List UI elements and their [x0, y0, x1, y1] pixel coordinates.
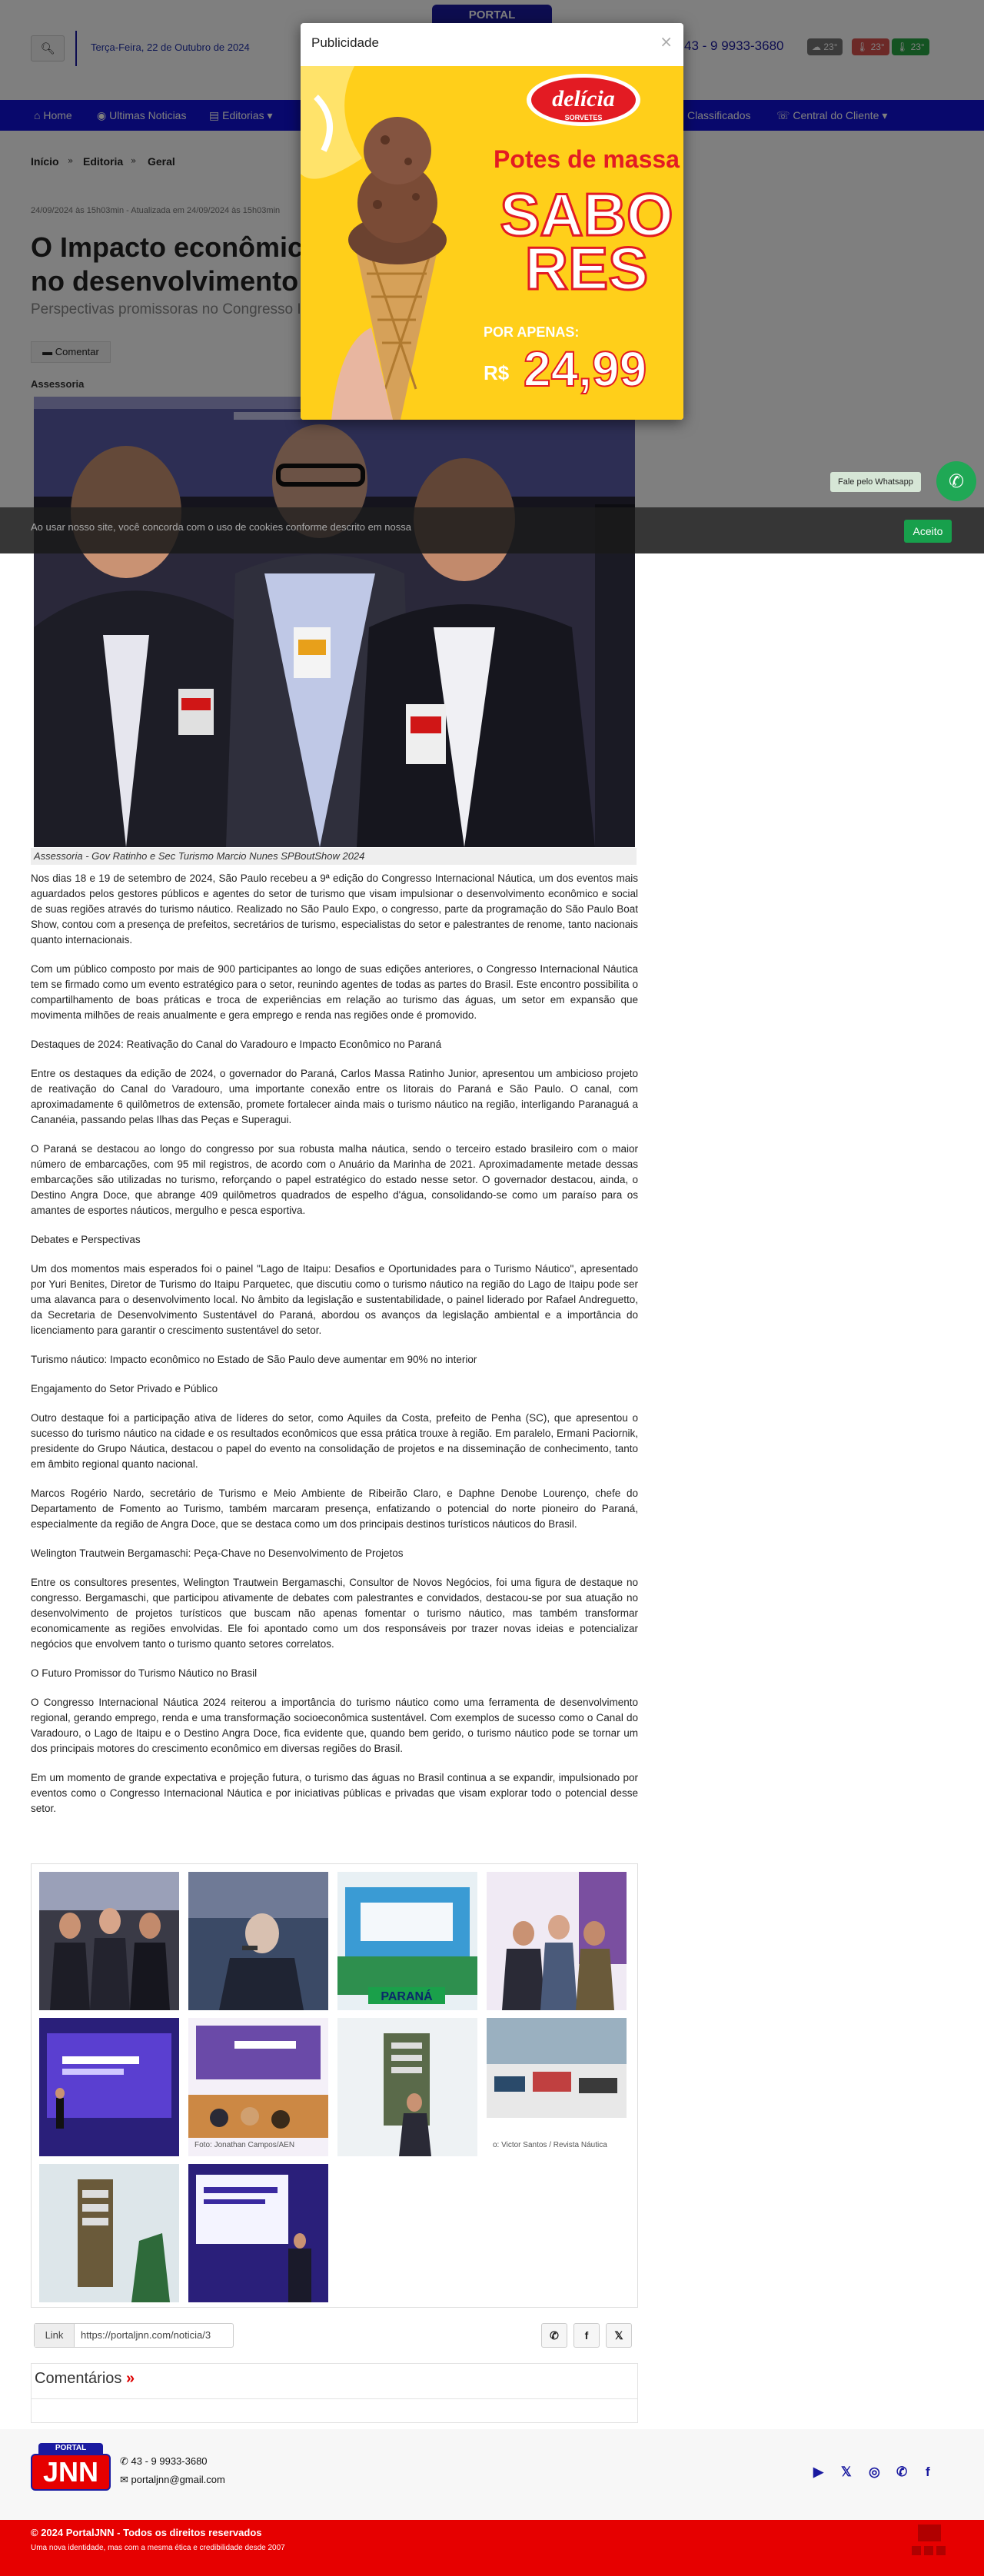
article-subheading: O Futuro Promissor do Turismo Náutico no Brasil	[31, 1667, 258, 1679]
gallery-thumb[interactable]	[39, 2164, 179, 2302]
gallery-thumb[interactable]	[188, 2018, 328, 2156]
ad-line1: Potes de massa	[494, 145, 680, 173]
copyright-text: © 2024 PortalJNN - Todos os direitos reservados	[31, 2527, 262, 2538]
ad-modal	[301, 23, 683, 420]
ad-brand: delícia	[552, 86, 615, 111]
article-paragraph: Nos dias 18 e 19 de setembro de 2024, São Paulo recebeu a 9ª edição do Congresso Internacional Náutica, um dos eventos mais aguardados pelos gestores públicos e agentes do setor de turismo que visam impulsionar o desenvolvimento econômico e social de suas regiões através do turismo náutico. Realizado no São Paulo Expo, o congresso, parte da programação do São Paulo Boat Show, contou com a presença de prefeitos, secretários de turismo, especialistas do setor e palestrantes de renome, tanto nacionais quanto internacionais.	[31, 873, 638, 946]
gallery-thumb[interactable]	[188, 2164, 328, 2302]
link-field	[34, 2323, 234, 2348]
modal-title: Publicidade	[311, 35, 379, 50]
share-whatsapp-button[interactable]	[541, 2323, 567, 2348]
footer-logo[interactable]: PORTAL JNN	[31, 2443, 111, 2491]
x-icon[interactable]: 𝕏	[841, 2465, 852, 2479]
gallery-photo-credit: Foto: Jonathan Campos/AEN	[194, 2141, 295, 2149]
ad-brand-sub: SORVETES	[564, 114, 603, 121]
whatsapp-icon: ✆	[550, 2329, 559, 2342]
ad-price: 24,99	[524, 341, 647, 397]
envelope-icon: ✉	[120, 2474, 131, 2485]
whatsapp-label[interactable]: Fale pelo Whatsapp	[830, 472, 921, 492]
article-paragraph: Outro destaque foi a participação ativa de líderes do setor, como Aquiles da Costa, prefeito de Penha (SC), que apresentou o sucesso do turismo náutico na cidade e os resultados econômicos que essa prática trouxe à região. Em paralelo, Ermani Paciornik, presidente do Grupo Náutica, destacou o papel do evento na consolidação de projetos e na disseminação de conhecimento, tanto em âmbito regional quanto nacional.	[31, 1412, 638, 1470]
gallery-thumb[interactable]	[39, 1872, 179, 2010]
gallery-thumb[interactable]	[337, 1872, 477, 2010]
ad-illustration	[301, 66, 683, 420]
whatsapp-icon[interactable]: ✆	[896, 2465, 908, 2479]
article-related-link[interactable]: Turismo náutico: Impacto econômico no Estado de São Paulo deve aumentar em 90% no interior	[31, 1354, 477, 1365]
ad-currency: R$	[484, 361, 510, 384]
gallery-thumb[interactable]	[39, 2018, 179, 2156]
article-subheading: Engajamento do Setor Privado e Público	[31, 1383, 218, 1394]
article-subheading: Welington Trautwein Bergamaschi: Peça-Chave no Desenvolvimento de Projetos	[31, 1547, 404, 1559]
ad-line2b: RES	[524, 234, 649, 302]
gallery-thumb[interactable]	[337, 2018, 477, 2156]
comments-arrow-icon: »	[125, 2370, 135, 2387]
article-paragraph: Em um momento de grande expectativa e projeção futura, o turismo das águas no Brasil continua a se expandir, impulsionado por eventos como o Congresso Internacional Náutica e por iniciativas públicas e privadas que visam explorar todo o potencial desse setor.	[31, 1772, 638, 1814]
article-subheading: Debates e Perspectivas	[31, 1234, 141, 1245]
comments-box[interactable]	[31, 2398, 638, 2423]
cookie-text: Ao usar nosso site, você concorda com o uso de cookies conforme descrito em nossa	[31, 521, 411, 533]
ad-line2a: SABO	[500, 181, 673, 248]
whatsapp-icon: ✆	[120, 2455, 131, 2467]
photo-caption: Assessoria - Gov Ratinho e Sec Turismo Marcio Nunes SPBoutShow 2024	[31, 848, 637, 865]
developer-logo[interactable]	[912, 2524, 946, 2563]
instagram-icon[interactable]: ◎	[869, 2465, 880, 2479]
link-input[interactable]: https://portaljnn.com/noticia/3	[81, 2329, 211, 2341]
article-paragraph: Marcos Rogério Nardo, secretário de Turismo e Meio Ambiente de Ribeirão Claro, e Daphne Denobe Lourenço, chefe do Departamento de Fomento ao Turismo, também marcaram presença, enfatizando o potencial do norte pioneiro do Paraná, especialmente da região de Angra Doce, que se destaca como um dos principais destinos turísticos náuticos do Brasil.	[31, 1487, 638, 1530]
article-paragraph: O Paraná se destacou ao longo do congresso por sua robusta malha náutica, sendo o terceiro estado brasileiro com o maior número de embarcações, com 95 mil registros, de acordo com o Anuário da Marinha de 2021. Aproximadamente metade dessas embarcações são utilizadas no turismo, reforçando o papel estratégico do estado nesse setor. O governador destacou, ainda, o Destino Angra Doce, que abrange 409 quilômetros quadrados de espelho d'água, consolidando-se como um paraíso para os amantes de esportes náuticos, mergulho e pesca esportiva.	[31, 1143, 638, 1216]
gallery-thumb[interactable]	[487, 1872, 627, 2010]
photo-gallery	[31, 1863, 638, 2308]
article-paragraph: Entre os destaques da edição de 2024, o governador do Paraná, Carlos Massa Ratinho Junior, apresentou um ambicioso projeto de reativação do Canal do Varadouro, uma importante conexão entre os litorais do Paraná e São Paulo. O canal, com aproximadamente 6 quilômetros de extensão, promete fortalecer ainda mais o turismo náutico na região, interligando Paranaguá a Cananéia, passando pelas Ilhas das Peças e Superagui.	[31, 1068, 638, 1125]
cookie-accept-button[interactable]: Aceito	[904, 520, 952, 543]
x-icon: 𝕏	[614, 2329, 623, 2342]
share-x-button[interactable]	[606, 2323, 632, 2348]
gallery-thumb[interactable]	[487, 2018, 627, 2156]
gallery-sign-text: PARANÁ	[381, 1990, 433, 2003]
article-paragraph: Entre os consultores presentes, Welington Trautwein Bergamaschi, Consultor de Novos Negócios, foi uma figura de destaque no congresso. Bergamaschi, que participou ativamente de debates com palestrantes e convidados, destacou-se por sua atuação no desenvolvimento de projetos turísticos que buscam não apenas fomentar o turismo náutico, mas também transformar economicamente as regiões envolvidas. Ele foi apontado como um dos responsáveis por trazer novas ideias e potencializar negócios que envolvem tanto o turismo quanto setores correlatos.	[31, 1577, 638, 1650]
article-subheading: Destaques de 2024: Reativação do Canal do Varadouro e Impacto Econômico no Paraná	[31, 1039, 442, 1050]
gallery-photo-credit: o: Victor Santos / Revista Náutica	[493, 2141, 607, 2149]
facebook-icon: f	[584, 2329, 589, 2342]
footer-tagline: Uma nova identidade, mas com a mesma ética e credibilidade desde 2007	[31, 2544, 285, 2552]
comments-title: Comentários	[35, 2370, 122, 2387]
gallery-thumb[interactable]	[188, 1872, 328, 2010]
article-body	[31, 871, 638, 1830]
facebook-icon[interactable]: f	[926, 2465, 930, 2479]
footer-phone: ✆ 43 - 9 9933-3680	[120, 2455, 208, 2467]
close-icon[interactable]: ×	[660, 32, 673, 51]
ad-por-apenas: POR APENAS:	[484, 324, 580, 340]
youtube-icon[interactable]: ▶	[813, 2465, 824, 2479]
footer-email[interactable]: ✉ portaljnn@gmail.com	[120, 2474, 225, 2485]
comments-header	[31, 2363, 638, 2398]
whatsapp-float-button[interactable]	[936, 461, 976, 501]
ad-banner[interactable]	[301, 66, 683, 420]
whatsapp-icon: ✆	[948, 470, 965, 492]
article-paragraph: O Congresso Internacional Náutica 2024 reiterou a importância do turismo náutico como uma ferramenta de desenvolvimento regional, gerando emprego, renda e uma transformação socioeconômica sustentável. Com exemplos de sucesso como o Canal do Varadouro, o Lago de Itaipu e o Destino Angra Doce, fica evidente que, quando bem gerido, o turismo náutico pode se tornar um dos principais motores do crescimento econômico em diversas regiões do Brasil.	[31, 1697, 638, 1754]
link-label: Link	[35, 2324, 75, 2347]
share-facebook-button[interactable]	[573, 2323, 600, 2348]
article-paragraph: Com um público composto por mais de 900 participantes ao longo de suas edições anteriores, o Congresso Internacional Náutica tem se firmado como um evento estratégico para o setor, reunindo agentes de todas as partes do Brasil. Este encontro possibilita o compartilhamento de boas práticas e troca de experiências em relação ao turismo das águas, um setor em expansão que movimenta milhões de reais anualmente e gera emprego e renda nas regiões onde é promovido.	[31, 963, 638, 1021]
article-paragraph: Um dos momentos mais esperados foi o painel "Lago de Itaipu: Desafios e Oportunidades para o Turismo Náutico", apresentado por Yuri Benites, Diretor de Turismo do Itaipu Parquetec, que discutiu como o turismo náutico na região do Lago de Itaipu pode ser uma alavanca para o desenvolvimento local. No âmbito da legislação e sustentabilidade, o painel liderado por Rafael Andreguetto, da Secretaria de Desenvolvimento Sustentável do Paraná, abordou os avanços da legislação ambiental e a importância do licenciamento para garantir o crescimento sustentável do setor.	[31, 1263, 638, 1336]
